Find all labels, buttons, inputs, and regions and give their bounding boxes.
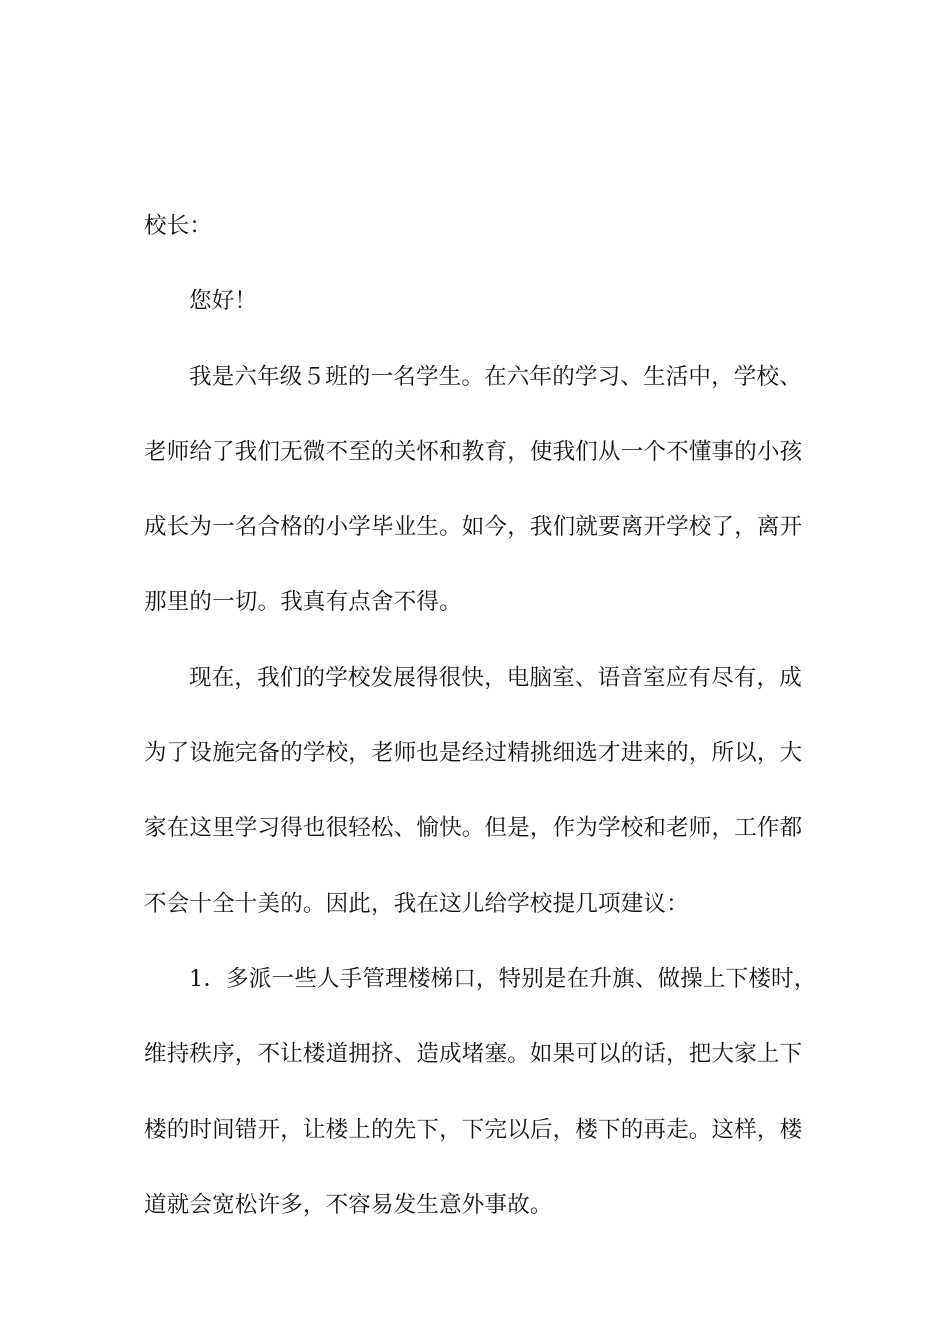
paragraph-3-line-4: 道就会宽松许多，不容易发生意外事故。 [144, 1191, 553, 1218]
paragraph-3-line-1: 1．多派一些人手管理楼梯口，特别是在升旗、做操上下楼时， [189, 965, 817, 992]
paragraph-2-line-1: 现在，我们的学校发展得很快，电脑室、语音室应有尽有，成 [189, 664, 802, 691]
paragraph-2-line-2: 为了设施完备的学校，老师也是经过精挑细选才进来的，所以，大 [144, 740, 803, 767]
letter-body [144, 207, 817, 1261]
paragraph-1-line-2: 老师给了我们无微不至的关怀和教育，使我们从一个不懂事的小孩 [144, 438, 803, 465]
salutation: 校长： [144, 213, 213, 239]
greeting: 您好！ [189, 288, 258, 315]
paragraph-1-line-3: 成长为一名合格的小学毕业生。如今，我们就要离开学校了，离开 [144, 514, 803, 541]
paragraph-2-line-4: 不会十全十美的。因此，我在这儿给学校提几项建议： [144, 890, 689, 917]
paragraph-1-line-1: 我是六年级５班的一名学生。在六年的学习、生活中，学校、 [189, 363, 802, 390]
paragraph-3-line-2: 维持秩序，不让楼道拥挤、造成堵塞。如果可以的话，把大家上下 [144, 1041, 803, 1068]
paragraph-3-line-3: 楼的时间错开，让楼上的先下，下完以后，楼下的再走。这样，楼 [144, 1116, 803, 1143]
paragraph-1-line-4: 那里的一切。我真有点舍不得。 [144, 589, 462, 616]
paragraph-2-line-3: 家在这里学习得也很轻松、愉快。但是，作为学校和老师，工作都 [144, 815, 803, 842]
